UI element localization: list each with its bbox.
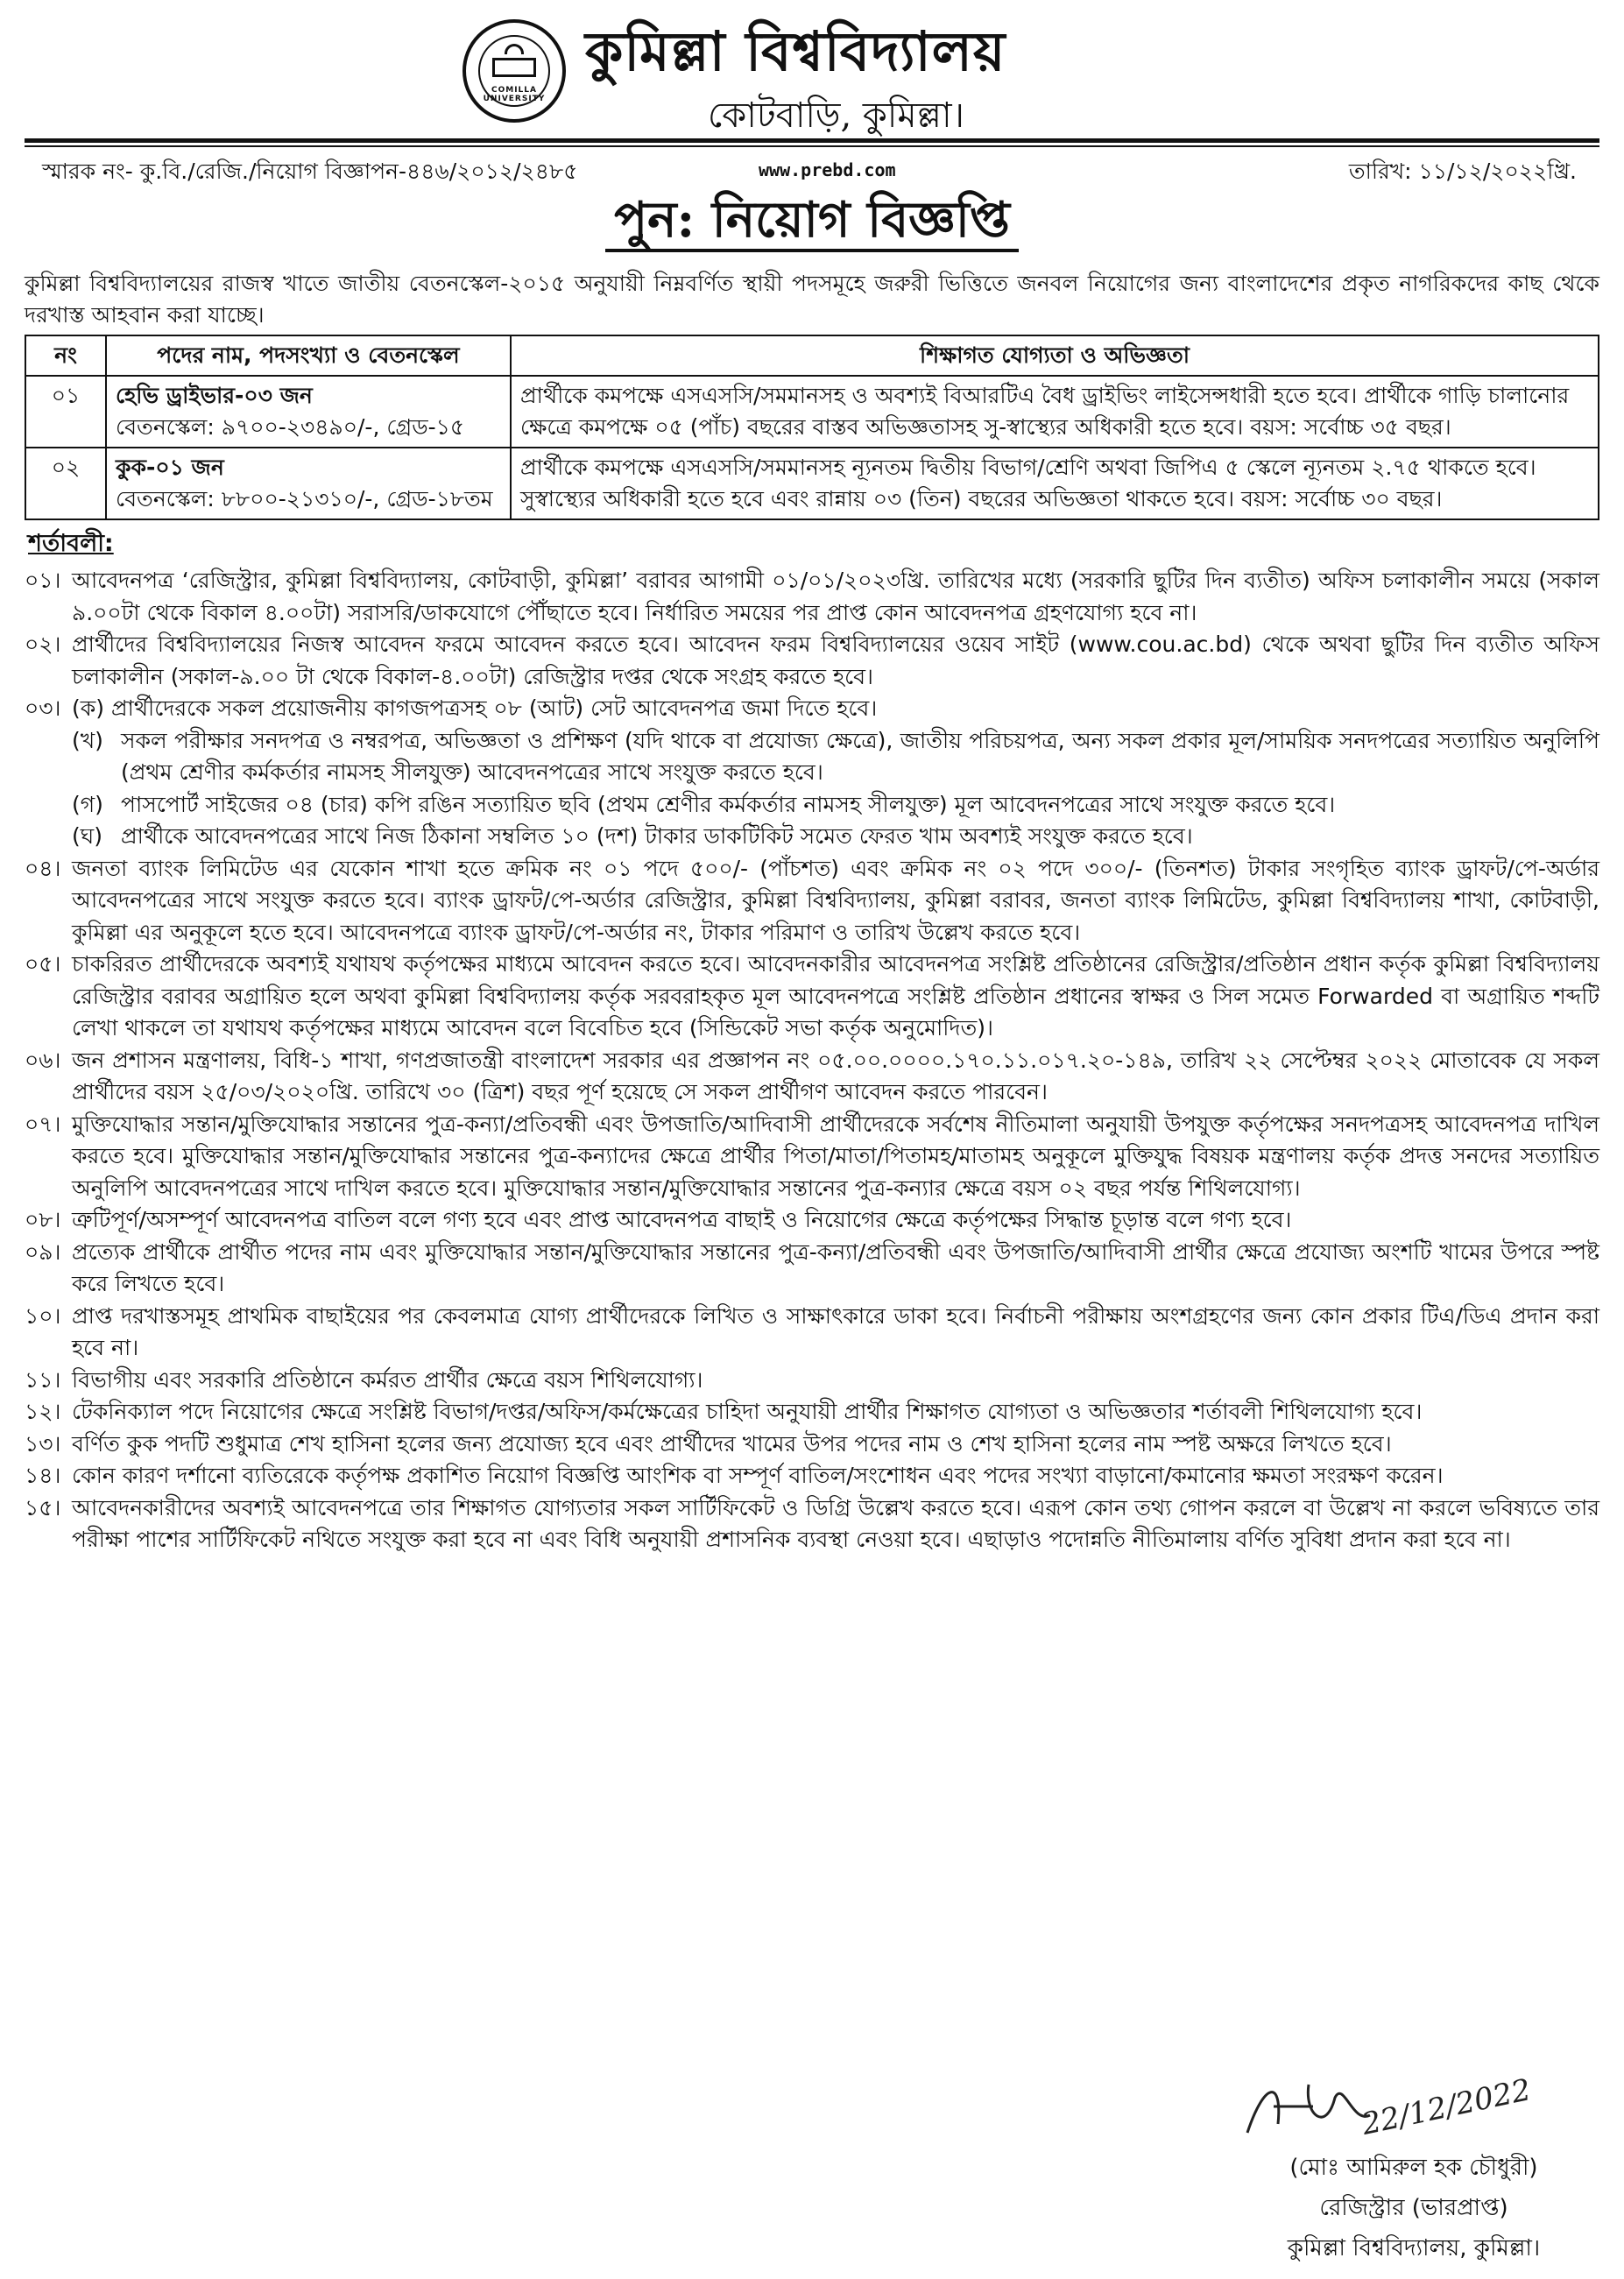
handwritten-signature xyxy=(1230,2071,1563,2141)
reference-line xyxy=(25,147,1599,191)
condition-item: ০৩। (ক) প্রার্থীদেরকে সকল প্রয়োজনীয় কাগজপত্রসহ ০৮ (আট) সেট আবেদনপত্র জমা দিতে হবে। xyxy=(25,695,878,721)
title-wrap xyxy=(25,191,1599,259)
condition-item: ১২। টেকনিক্যাল পদে নিয়োগের ক্ষেত্রে সংশ্লিষ্ট বিভাগ/দপ্তর/অফিস/কর্মক্ষেত্রের চাহিদা অনুযায়ী প্রার্থীর শিক্ষাগত যোগ্যতা ও অভিজ্ঞতার শর্তাবলী শিথিলযোগ্য হবে। xyxy=(25,1399,1423,1424)
header-qualification: শিক্ষাগত যোগ্যতা ও অভিজ্ঞতা xyxy=(511,335,1599,376)
condition-item: ১৫। আবেদনকারীদের অবশ্যই আবেদনপত্রে তার শিক্ষাগত যোগ্যতার সকল সার্টিফিকেট ও ডিগ্রি উল্লেখ করতে হবে। এরূপ কোন তথ্য গোপন করলে বা উল্লেখ না করলে ভবিষ্যতে তার পরীক্ষা পাশের সার্টিফিকেট নথিতে সংযুক্ত করা হবে না এবং বিধি অনুযায়ী প্রশাসনিক ব্যবস্থা নেওয়া হবে। এছাড়াও পদোন্নতি নীতিমালায় বর্ণিত সুবিধা প্রদান করা হবে না। xyxy=(25,1494,1599,1552)
condition-item: ১৩। বর্ণিত কুক পদটি শুধুমাত্র শেখ হাসিনা হলের জন্য প্রযোজ্য হবে এবং প্রার্থীদের খামের উপর পদের নাম ও শেখ হাসিনা হলের নাম স্পষ্ট অক্ষরে লিখতে হবে। xyxy=(25,1430,1392,1457)
table-row xyxy=(25,376,1599,448)
conditions-list xyxy=(25,565,1599,1556)
row-serial: ০১ xyxy=(25,376,106,448)
intro-paragraph: কুমিল্লা বিশ্ববিদ্যালয়ের রাজস্ব খাতে জাতীয় বেতনস্কেল-২০১৫ অনুযায়ী নিম্নবর্ণিত স্থায়ী পদসমূহে জরুরী ভিত্তিতে জনবল নিয়োগের জন্য বাংলাদেশের প্রকৃত নাগরিকদের কাছ থেকে দরখাস্ত আহবান করা যাচ্ছে। xyxy=(25,271,1599,328)
notice-title: পুন: নিয়োগ বিজ্ঞপ্তি xyxy=(605,191,1019,252)
notice-date: তারিখ: ১১/১২/২০২২খ্রি. xyxy=(1348,159,1577,184)
condition-item: ০৪। জনতা ব্যাংক লিমিটেড এর যেকোন শাখা হতে ক্রমিক নং ০১ পদে ৫০০/- (পাঁচশত) এবং ক্রমিক নং ০২ পদে ৩০০/- (তিনশত) টাকার সংগৃহিত ব্যাংক ড্রাফট/পে-অর্ডার আবেদনপত্রের সাথে সংযুক্ত করতে হবে। ব্যাংক ড্রাফট/পে-অর্ডার রেজিস্ট্রার, কুমিল্লা বিশ্ববিদ্যালয়, কুমিল্লা বরাবর, জনতা ব্যাংক লিমিটেড, কুমিল্লা বিশ্ববিদ্যালয় শাখা, কোটবাড়ী, কুমিল্লা এর অনুকূলে হতে হবে। আবেদনপত্রে ব্যাংক ড্রাফট/পে-অর্ডার নং, টাকার পরিমাণ ও তারিখ উল্লেখ করতে হবে। xyxy=(25,855,1599,945)
header-serial: নং xyxy=(25,335,106,376)
condition-item: ১০। প্রাপ্ত দরখাস্তসমূহ প্রাথমিক বাছাইয়ের পর কেবলমাত্র যোগ্য প্রার্থীদেরকে লিখিত ও সাক্ষাৎকারে ডাকা হবে। নির্বাচনী পরীক্ষায় অংশগ্রহণের জন্য কোন প্রকার টিএ/ডিএ প্রদান করা হবে না। xyxy=(25,1302,1599,1360)
condition-item: ০৬। জন প্রশাসন মন্ত্রণালয়, বিধি-১ শাখা, গণপ্রজাতন্ত্রী বাংলাদেশ সরকার এর প্রজ্ঞাপন নং ০৫.০০.০০০০.১৭০.১১.০১৭.২০-১৪৯, তারিখ ২২ সেপ্টেম্বর ২০২২ মোতাবেক যে সকল প্রার্থীদের বয়স ২৫/০৩/২০২০খ্রি. তারিখে ৩০ (ত্রিশ) বছর পূর্ণ হয়েছে সে সকল প্রার্থীগণ আবেদন করতে পারবেন। xyxy=(25,1047,1599,1104)
post-name: হেভি ড্রাইভার-০৩ জন xyxy=(116,383,313,408)
signatory-office: কুমিল্লা বিশ্ববিদ্যালয়, কুমিল্লা। xyxy=(1287,2235,1541,2261)
condition-item: ০৭। মুক্তিযোদ্ধার সন্তান/মুক্তিযোদ্ধার সন্তানের পুত্র-কন্যা/প্রতিবন্ধী এবং উপজাতি/আদিবাসী প্রার্থীদেরকে সর্বশেষ নীতিমালা অনুযায়ী উপযুক্ত কর্তৃপক্ষের সনদপত্রসহ আবেদনপত্র দাখিল করতে হবে। মুক্তিযোদ্ধার সন্তান/মুক্তিযোদ্ধার সন্তানের পুত্র-কন্যাদের ক্ষেত্রে প্রার্থীর পিতা/মাতা/পিতামহ/মাতামহ অনুকূলে মুক্তিযুদ্ধ বিষয়ক মন্ত্রণালয় কর্তৃক প্রদত্ত সনদের সত্যায়িত অনুলিপি আবেদনপত্রের সাথে দাখিল করতে হবে। মুক্তিযোদ্ধার সন্তান/মুক্তিযোদ্ধার সন্তানের পুত্র-কন্যার ক্ষেত্রে বয়স ০২ বছর পর্যন্ত শিথিলযোগ্য। xyxy=(25,1111,1599,1201)
university-name: কুমিল্লা বিশ্ববিদ্যালয় xyxy=(585,19,1006,83)
conditions-heading: শর্তাবলী: xyxy=(28,530,114,557)
condition-item: ০৯। প্রত্যেক প্রার্থীকে প্রার্থীত পদের নাম এবং মুক্তিযোদ্ধার সন্তান/মুক্তিযোদ্ধার সন্তানের পুত্র-কন্যা/প্রতিবন্ধী এবং উপজাতি/আদিবাসী প্রার্থীর ক্ষেত্রে প্রযোজ্য অংশটি খামের উপরে স্পষ্ট করে লিখতে হবে। xyxy=(25,1238,1599,1296)
website-watermark: www.prebd.com xyxy=(759,159,896,180)
letterhead xyxy=(25,7,1599,138)
condition-item: ১১। বিভাগীয় এবং সরকারি প্রতিষ্ঠানে কর্মরত প্রার্থীর ক্ষেত্রে বয়স শিথিলযোগ্য। xyxy=(25,1366,703,1393)
post-name: কুক-০১ জন xyxy=(116,455,224,480)
posts-table xyxy=(25,335,1599,520)
condition-item: ০৮। ত্রুটিপূর্ণ/অসম্পূর্ণ আবেদনপত্র বাতিল বলে গণ্য হবে এবং প্রাপ্ত আবেদনপত্র বাছাই ও নিয়োগের ক্ষেত্রে কর্তৃপক্ষের সিদ্ধান্ত চূড়ান্ত বলে গণ্য হবে। xyxy=(25,1207,1292,1232)
condition-item: ০৫। চাকরিরত প্রার্থীদেরকে অবশ্যই যথাযথ কর্তৃপক্ষের মাধ্যমে আবেদন করতে হবে। আবেদনকারীর আবেদনপত্র সংশ্লিষ্ট প্রতিষ্ঠানের রেজিস্ট্রার/প্রতিষ্ঠান প্রধান কর্তৃক কুমিল্লা বিশ্ববিদ্যালয় রেজিস্ট্রার বরাবর অগ্রায়িত হলে অথবা কুমিল্লা বিশ্ববিদ্যালয় কর্তৃক সরবরাহকৃত মূল আবেদনপত্রে সংশ্লিষ্ট প্রতিষ্ঠান প্রধানের স্বাক্ষর ও সিল সমেত Forwarded বা অগ্রায়িত শব্দটি লেখা থাকলে তা যথাযথ কর্তৃপক্ষের মাধ্যমে আবেদন বলে বিবেচিত হবে (সিন্ডিকেট সভা কর্তৃক অনুমোদিত)। xyxy=(25,951,1599,1041)
table-header-row xyxy=(25,335,1599,376)
sub-condition-item: (খ) সকল পরীক্ষার সনদপত্র ও নম্বরপত্র, অভিজ্ঞতা ও প্রশিক্ষণ (যদি থাকে বা প্রযোজ্য ক্ষেত্রে), জাতীয় পরিচয়পত্র, অন্য সকল প্রকার মূল/সাময়িক সনদপত্রের সত্যায়িত অনুলিপি (প্রথম শ্রেণীর কর্মকর্তার নামসহ সীলযুক্ত) আবেদনপত্রের সাথে সংযুক্ত করতে হবে। xyxy=(72,727,1599,785)
sub-condition-item: (গ) পাসপোর্ট সাইজের ০৪ (চার) কপি রঙিন সত্যায়িত ছবি (প্রথম শ্রেণীর কর্মকর্তার নামসহ সীলযুক্ত) মূল আবেদনপত্রের সাথে সংযুক্ত করতে হবে। xyxy=(72,791,1336,817)
university-address: কোটবাড়ি, কুমিল্লা। xyxy=(708,95,964,136)
row-serial: ০২ xyxy=(25,448,106,519)
memo-number: স্মারক নং- কু.বি./রেজি./নিয়োগ বিজ্ঞাপন-৪৪৬/২০১২/২৪৮৫ xyxy=(42,159,578,184)
header-post: পদের নাম, পদসংখ্যা ও বেতনস্কেল xyxy=(106,335,511,376)
pay-scale: বেতনস্কেল: ৯৭০০-২৩৪৯০/-, গ্রেড-১৫ xyxy=(116,414,465,440)
pay-scale: বেতনস্কেল: ৮৮০০-২১৩১০/-, গ্রেড-১৮তম xyxy=(116,486,493,512)
signatory-designation: রেজিস্ট্রার (ভারপ্রাপ্ত) xyxy=(1319,2195,1508,2221)
condition-item: ০১। আবেদনপত্র ‘রেজিস্ট্রার, কুমিল্লা বিশ্ববিদ্যালয়, কোটবাড়ী, কুমিল্লা’ বরাবর আগামী ০১/০১/২০২৩খ্রি. তারিখের মধ্যে (সরকারি ছুটির দিন ব্যতীত) অফিস চলাকালীন সময়ে (সকাল ৯.০০টা থেকে বিকাল ৪.০০টা) সরাসরি/ডাকযোগে পৌঁছাতে হবে। নির্ধারিত সময়ের পর প্রাপ্ত কোন আবেদনপত্র গ্রহণযোগ্য হবে না। xyxy=(25,568,1599,625)
sub-condition-item: (ঘ) প্রার্থীকে আবেদনপত্রের সাথে নিজ ঠিকানা সম্বলিত ১০ (দশ) টাকার ডাকটিকিট সমেত ফেরত খাম অবশ্যই সংযুক্ত করতে হবে। xyxy=(72,823,1193,849)
signatory-block xyxy=(1239,2148,1589,2268)
condition-item: ০২। প্রার্থীদের বিশ্ববিদ্যালয়ের নিজস্ব আবেদন ফরমে আবেদন করতে হবে। আবেদন ফরম বিশ্ববিদ্যালয়ের ওয়েব সাইট (www.cou.ac.bd) থেকে অথবা ছুটির দিন ব্যতীত অফিস চলাকালীন (সকাল-৯.০০ টা থেকে বিকাল-৪.০০টা) রেজিস্ট্রার দপ্তর থেকে সংগ্রহ করতে হবে। xyxy=(25,631,1599,689)
svg-text:22/12/2022: 22/12/2022 xyxy=(1359,2072,1535,2141)
qualification-cell: প্রার্থীকে কমপক্ষে এসএসসি/সমমানসহ ন্যূনতম দ্বিতীয় বিভাগ/শ্রেণি অথবা জিপিএ ৫ স্কেলে ন্যূনতম ২.৭৫ থাকতে হবে। সুস্বাস্থ্যের অধিকারী হতে হবে এবং রান্নায় ০৩ (তিন) বছরের অভিজ্ঞতা থাকতে হবে। বয়স: সর্বোচ্চ ৩০ বছর। xyxy=(511,448,1599,519)
post-cell xyxy=(106,376,511,448)
post-cell xyxy=(106,448,511,519)
university-seal-icon: COMILLA UNIVERSITY xyxy=(462,19,566,123)
table-row xyxy=(25,448,1599,519)
qualification-cell: প্রার্থীকে কমপক্ষে এসএসসি/সমমানসহ ও অবশ্যই বিআরটিএ বৈধ ড্রাইভিং লাইসেন্সধারী হতে হবে। প্রার্থীকে গাড়ি চালানোর ক্ষেত্রে কমপক্ষে ০৫ (পাঁচ) বছরের বাস্তব অভিজ্ঞতাসহ সু-স্বাস্থ্যের অধিকারী হতে হবে। বয়স: সর্বোচ্চ ৩৫ বছর। xyxy=(511,376,1599,448)
signatory-name: (মোঃ আমিরুল হক চৌধুরী) xyxy=(1289,2155,1538,2181)
condition-item: ১৪। কোন কারণ দর্শানো ব্যতিরেকে কর্তৃপক্ষ প্রকাশিত নিয়োগ বিজ্ঞপ্তি আংশিক বা সম্পূর্ণ বাতিল/সংশোধন এবং পদের সংখ্যা বাড়ানো/কমানোর ক্ষমতা সংরক্ষণ করেন। xyxy=(25,1463,1444,1488)
